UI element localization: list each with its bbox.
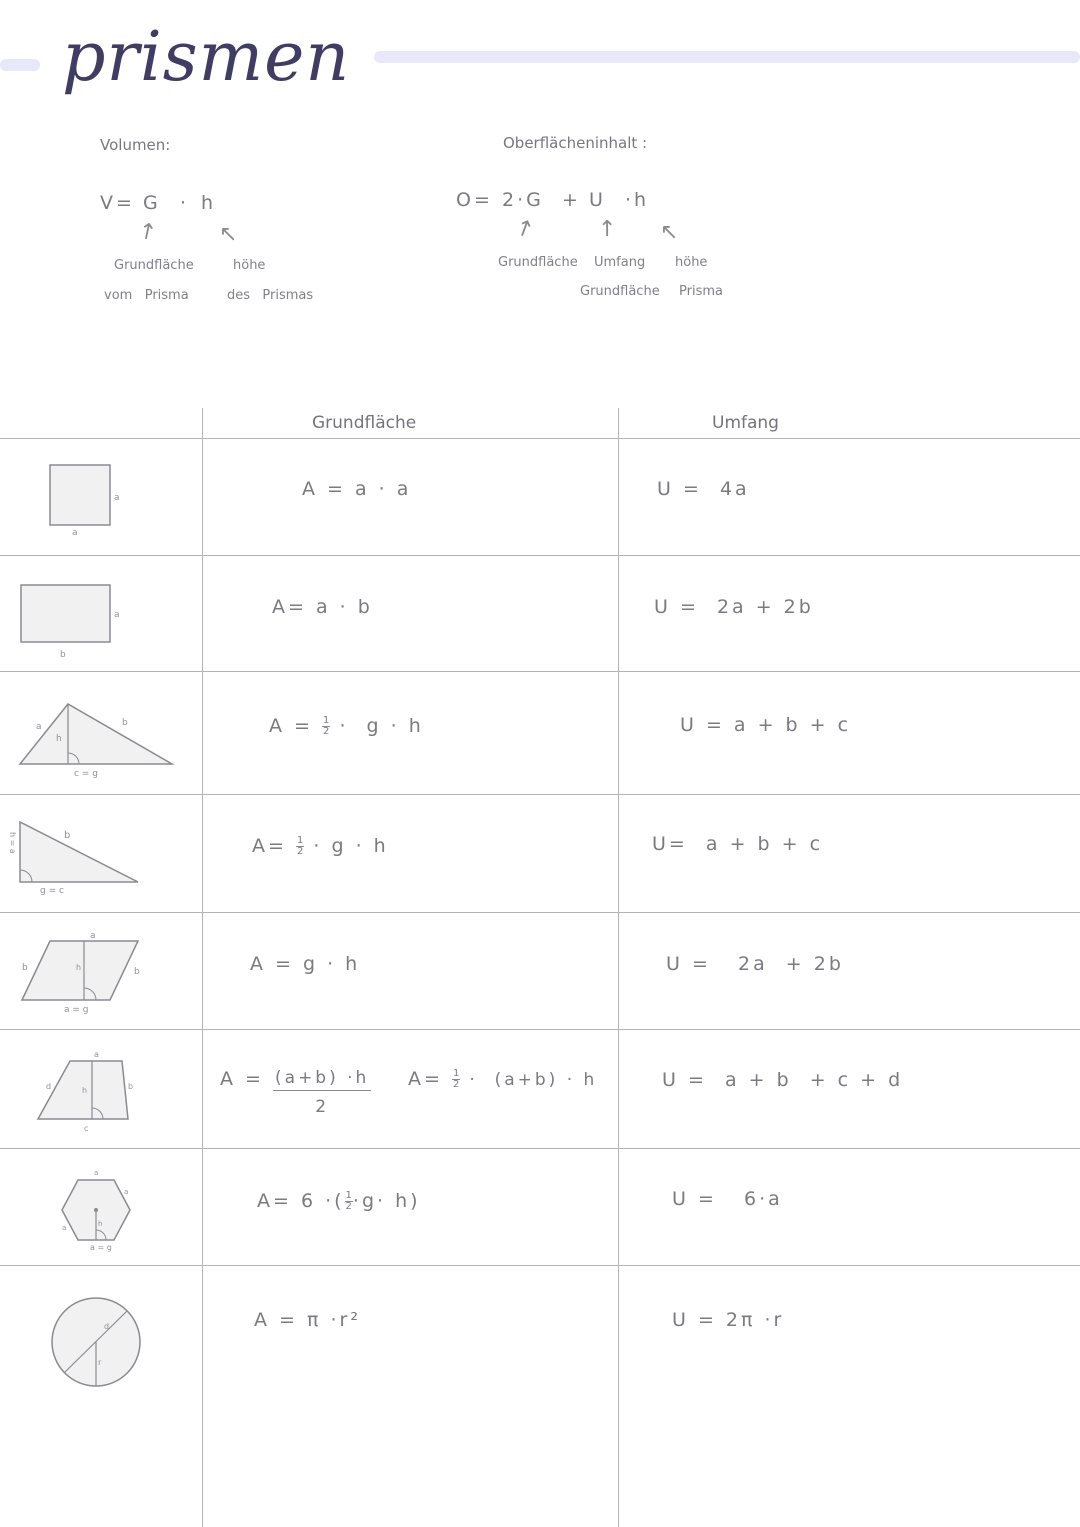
table-divider xyxy=(618,408,619,1527)
fraction xyxy=(345,1191,353,1212)
shape-label: a xyxy=(124,1188,129,1196)
table-rule xyxy=(0,438,1080,439)
shape-label: h xyxy=(56,734,62,744)
area-formula: A = a · a xyxy=(302,478,412,500)
area-rhs: · g · h xyxy=(313,835,389,857)
perimeter-formula: U = 6·a xyxy=(672,1188,783,1210)
volume-formula-g: G xyxy=(143,192,161,214)
table-rule xyxy=(0,912,1080,913)
area-rhs: ·g· h) xyxy=(352,1190,421,1212)
surface-g-label: Grundfläche xyxy=(498,255,578,270)
area-formula xyxy=(252,835,389,857)
perimeter-formula: U = 2a + 2b xyxy=(654,596,814,618)
fraction xyxy=(296,836,304,857)
area-formula: A= a · b xyxy=(272,596,373,618)
volume-formula-dot: · xyxy=(180,192,190,214)
perimeter-formula: U= a + b + c xyxy=(652,833,824,855)
arrow-up-icon: ↑ xyxy=(135,218,159,247)
arrow-up-left-icon: ↖ xyxy=(219,222,238,247)
fraction-denominator: 2 xyxy=(296,846,304,857)
area-rhs: · g · h xyxy=(339,715,424,737)
fraction-numerator: 1 xyxy=(323,715,330,726)
shape-label: a xyxy=(94,1050,99,1059)
title-accent-left xyxy=(0,59,40,71)
area-lhs: A= xyxy=(252,835,287,857)
fraction-denominator: 2 xyxy=(452,1079,460,1090)
parallelogram-icon xyxy=(0,914,200,1028)
perimeter-formula: U = 2a + 2b xyxy=(666,953,844,975)
shape-label: h xyxy=(82,1086,88,1095)
fraction-denominator: 2 xyxy=(345,1201,352,1212)
title-accent-right xyxy=(374,51,1080,63)
surface-formula-plus: + xyxy=(562,189,581,211)
volume-h-label-2: des Prismas xyxy=(227,288,314,303)
fraction-numerator: (a+b) ·h xyxy=(273,1068,371,1091)
surface-h-label-2: Prisma xyxy=(679,284,723,299)
shape-label: a xyxy=(72,528,78,538)
fraction-numerator: 1 xyxy=(452,1068,460,1079)
surface-u-label-2: Grundfläche xyxy=(580,284,660,299)
fraction xyxy=(452,1069,460,1090)
table-rule xyxy=(0,555,1080,556)
surface-formula-2g: 2·G xyxy=(502,189,544,211)
perimeter-formula: U = 4a xyxy=(657,478,750,500)
right-triangle-icon xyxy=(0,796,200,911)
shape-label: d xyxy=(46,1082,52,1091)
hexagon-icon xyxy=(0,1150,200,1264)
surface-formula-h: ·h xyxy=(625,189,650,211)
surface-h-label-1: höhe xyxy=(675,255,708,270)
fraction-numerator: 1 xyxy=(345,1190,352,1201)
surface-u-label-1: Umfang xyxy=(594,255,646,270)
surface-label: Oberflächeninhalt : xyxy=(503,134,648,152)
shape-label: a xyxy=(94,1169,99,1177)
area-formula xyxy=(269,715,424,737)
shape-label: a xyxy=(114,610,120,620)
shape-label: a xyxy=(36,722,42,732)
area-rhs: · (a+b) · h xyxy=(469,1070,598,1090)
shape-label: b xyxy=(122,718,128,728)
table-rule xyxy=(0,1265,1080,1266)
rectangle-icon xyxy=(0,557,200,669)
shape-label: b xyxy=(134,967,140,977)
arrow-up-right-icon: ↑ xyxy=(511,214,538,245)
shape-label: d xyxy=(104,1322,110,1331)
shape-label: h xyxy=(76,963,82,972)
shape-label: c = g xyxy=(74,769,98,779)
shape-label: g = c xyxy=(40,886,64,896)
perimeter-formula: U = 2π ·r xyxy=(672,1309,785,1331)
table-rule xyxy=(0,1029,1080,1030)
arrow-up-left-icon: ↖ xyxy=(660,220,679,245)
fraction-denominator: 2 xyxy=(323,726,330,737)
area-lhs: A = xyxy=(269,715,313,737)
volume-g-label-1: Grundfläche xyxy=(114,258,194,273)
area-lhs: A = xyxy=(220,1068,264,1090)
area-formula: A = g · h xyxy=(250,953,361,975)
trapezoid-icon xyxy=(0,1031,200,1147)
table-rule xyxy=(0,671,1080,672)
shape-label: b xyxy=(64,830,71,841)
surface-formula-u: U xyxy=(589,189,606,211)
fraction-numerator: 1 xyxy=(296,835,304,846)
shape-label: a xyxy=(114,493,120,503)
table-divider xyxy=(202,408,203,1527)
shape-label: b xyxy=(60,650,66,660)
volume-g-label-2: vom Prisma xyxy=(104,288,189,303)
shape-label: c xyxy=(84,1124,89,1133)
table-rule xyxy=(0,1148,1080,1149)
arrow-up-icon: ↑ xyxy=(598,217,617,242)
shape-label: b xyxy=(128,1082,134,1091)
shape-label: a = g xyxy=(90,1243,112,1252)
shape-label: a xyxy=(62,1224,67,1232)
shape-label: h xyxy=(98,1220,103,1228)
perimeter-formula: U = a + b + c xyxy=(680,714,852,736)
fraction xyxy=(273,1068,371,1117)
column-header-area: Grundfläche xyxy=(312,413,417,433)
area-formula xyxy=(408,1068,597,1090)
volume-label: Volumen: xyxy=(100,136,171,154)
surface-formula-lhs: O= xyxy=(456,189,493,211)
column-header-perimeter: Umfang xyxy=(712,413,779,433)
shape-label: a xyxy=(90,931,96,941)
fraction-denominator: 2 xyxy=(315,1097,330,1117)
shape-label: b xyxy=(22,963,28,973)
area-formula: A = π ·r² xyxy=(254,1309,361,1331)
circle-icon xyxy=(0,1267,200,1397)
area-lhs: A= xyxy=(408,1068,443,1090)
shape-label: a = g xyxy=(64,1005,89,1015)
fraction xyxy=(322,716,330,737)
volume-formula-h: h xyxy=(201,192,217,214)
volume-formula-lhs: V= xyxy=(100,192,135,214)
square-icon xyxy=(0,440,200,554)
shape-label: r xyxy=(98,1358,102,1367)
volume-h-label-1: höhe xyxy=(233,258,266,273)
triangle-icon xyxy=(0,673,200,793)
shape-label: h = a xyxy=(8,832,17,854)
area-formula xyxy=(220,1068,371,1117)
page-title: prismen xyxy=(62,18,351,97)
perimeter-formula: U = a + b + c + d xyxy=(662,1069,904,1091)
area-formula xyxy=(257,1190,421,1212)
area-lhs: A= 6 ·( xyxy=(257,1190,345,1212)
table-rule xyxy=(0,794,1080,795)
